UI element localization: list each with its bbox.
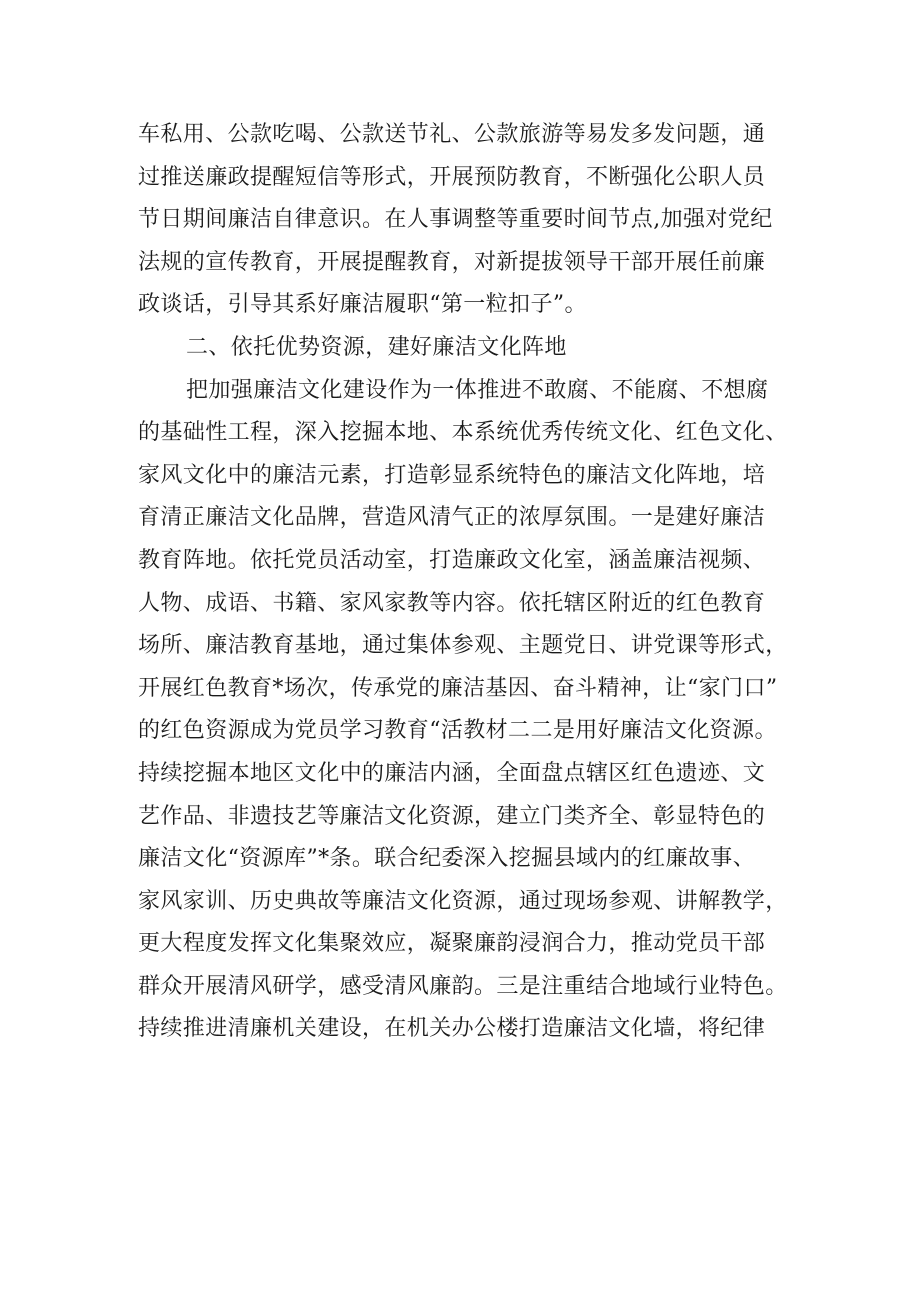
paragraph-line: 政谈话，引导其系好廉洁履职“第一粒扣子”。 <box>138 292 587 318</box>
paragraph-line: 人物、成语、书籍、家风家教等内容。依托辖区附近的红色教育 <box>138 590 766 616</box>
paragraph-line: 持续挖掘本地区文化中的廉洁内涵，全面盘点辖区红色遗迹、文 <box>138 760 766 786</box>
document-body <box>138 114 798 1051</box>
paragraph-line: 家风文化中的廉洁元素，打造彰显系统特色的廉洁文化阵地，培 <box>138 462 766 488</box>
paragraph-line: 场所、廉洁教育基地，通过集体参观、主题党日、讲党课等形式， <box>138 633 788 659</box>
paragraph-line: 过推送廉政提醒短信等形式，开展预防教育，不断强化公职人员 <box>138 164 766 190</box>
paragraph-line: 廉洁文化“资源库”*条。联合纪委深入挖掘县域内的红廉故事、 <box>138 846 756 872</box>
paragraph-line: 法规的宣传教育，开展提醒教育，对新提拔领导干部开展任前廉 <box>138 249 766 275</box>
paragraph-line: 更大程度发挥文化集聚效应，凝聚廉韵浸润合力，推动党员干部 <box>138 931 766 957</box>
paragraph-line: 教育阵地。依托党员活动室，打造廉政文化室，涵盖廉洁视频、 <box>138 547 766 573</box>
paragraph-line: 车私用、公款吃喝、公款送节礼、公款旅游等易发多发问题，通 <box>138 122 766 147</box>
paragraph-line: 的红色资源成为党员学习教育“活教材二二是用好廉洁文化资源。 <box>138 718 777 744</box>
paragraph-line: 把加强廉洁文化建设作为一体推进不敢腐、不能腐、不想腐 <box>186 377 769 403</box>
paragraph-line: 艺作品、非遗技艺等廉洁文化资源，建立门类齐全、彰显特色的 <box>138 803 766 829</box>
section-heading: 二、依托优势资源，建好廉洁文化阵地 <box>186 334 567 360</box>
paragraph-line: 的基础性工程，深入挖掘本地、本系统优秀传统文化、红色文化、 <box>138 420 788 446</box>
paragraph-line: 家风家训、历史典故等廉洁文化资源，通过现场参观、讲解教学， <box>138 888 788 914</box>
paragraph-line: 育清正廉洁文化品牌，营造风清气正的浓厚氛围。一是建好廉洁 <box>138 505 766 531</box>
paragraph-line: 持续推进清廉机关建设，在机关办公楼打造廉洁文化墙，将纪律 <box>138 1016 766 1042</box>
paragraph-line: 群众开展清风研学，感受清风廉韵。三是注重结合地域行业特色。 <box>138 973 788 999</box>
paragraph-line: 开展红色教育*场次，传承党的廉洁基因、奋斗精神，让“家门口” <box>138 675 778 701</box>
paragraph-line: 节日期间廉洁自律意识。在人事调整等重要时间节点,加强对党纪 <box>138 207 773 233</box>
